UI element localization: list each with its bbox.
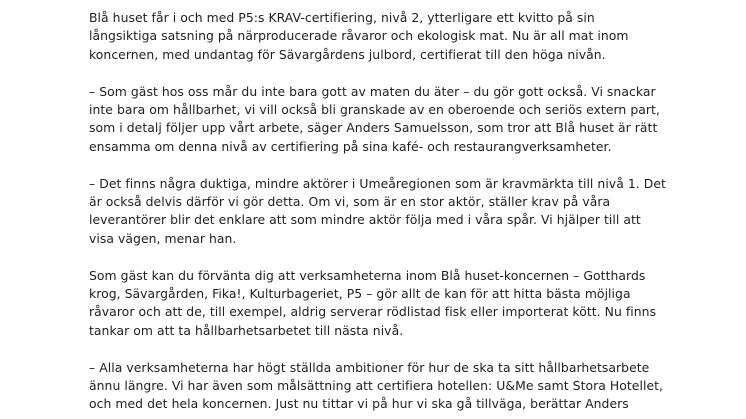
text-line: råvaror och att de, till exempel, aldrig serverar rödlistad fisk eller importerat kött. Nu finns — [89, 304, 657, 320]
text-line: koncernen, med undantag för Sävargårdens julbord, certifierat till den höga nivån. — [89, 46, 606, 62]
text-line: tankar om att ta hållbarhetsarbetet till nästa nivå. — [89, 322, 404, 338]
paragraph-1 — [89, 9, 729, 64]
text-line: som i detalj följer upp vårt arbete, säger Anders Samuelsson, som tror att Blå huset är rätt — [89, 120, 658, 136]
text-line: inte bara om hållbarhet, vi vill också bli granskade av en oberoende och seriös extern part, — [89, 102, 660, 118]
text-line: och med det hela koncernen. Just nu tittar vi på hur vi ska gå tillväga, berättar Anders — [89, 396, 629, 412]
text-line: – Alla verksamheterna har högt ställda ambitioner för hur de ska ta sitt hållbarhetsarbete — [89, 359, 650, 375]
text-line: Som gäst kan du förvänta dig att verksamheterna inom Blå huset-koncernen – Gotthards — [89, 267, 646, 283]
text-line: är också delvis därför vi gör detta. Om vi, som är en stor aktör, ställer krav på våra — [89, 194, 611, 210]
text-line: visa vägen, menar han. — [89, 230, 237, 246]
text-line: – Som gäst hos oss mår du inte bara gott av maten du äter – du gör gott också. Vi snackar — [89, 83, 656, 99]
text-line: ännu längre. Vi har även som målsättning att certifiera hotellen: U&Me samt Stora Hotellet, — [89, 378, 664, 394]
paragraph-5 — [89, 359, 729, 414]
text-line: långsiktiga satsning på närproducerade råvaror och ekologisk mat. Nu är all mat inom — [89, 28, 629, 44]
text-line: leverantörer blir det enklare att som mindre aktör följa med i våra spår. Vi hjälper till att — [89, 212, 641, 228]
article-body — [89, 9, 729, 419]
text-line: krog, Sävargården, Fika!, Kulturbageriet, P5 – gör allt de kan för att hitta bästa möjliga — [89, 286, 631, 302]
text-line: – Det finns några duktiga, mindre aktörer i Umeåregionen som är kravmärkta till nivå 1. Det — [89, 175, 666, 191]
text-line: Blå huset får i och med P5:s KRAV-certifiering, nivå 2, ytterligare ett kvitto på sin — [89, 10, 595, 25]
paragraph-4 — [89, 267, 729, 341]
paragraph-3 — [89, 175, 729, 249]
text-line: ensamma om denna nivå av certifiering på sina kafé- och restaurangverksamheter. — [89, 138, 612, 154]
paragraph-2 — [89, 83, 729, 157]
